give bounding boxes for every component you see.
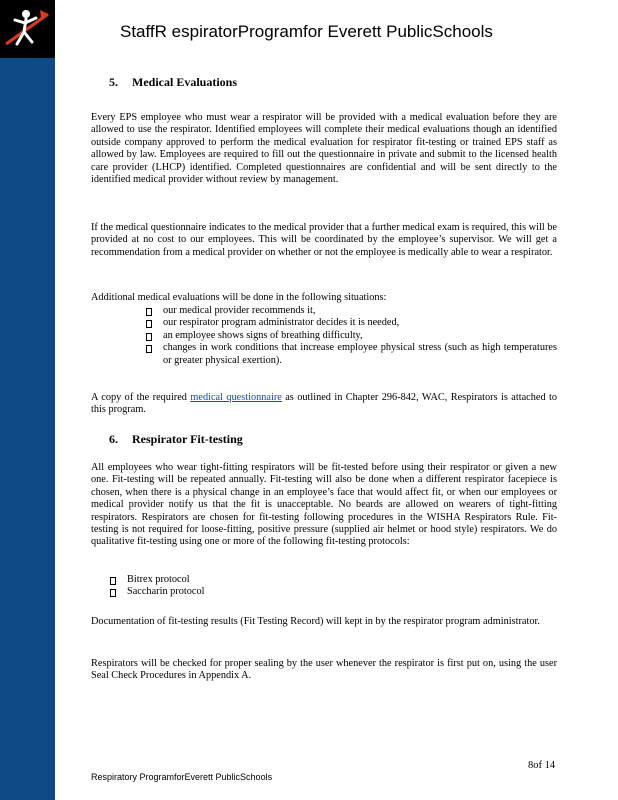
list-item: an employee shows signs of breathing difficulty, [145, 330, 557, 342]
list-item: our respirator program administrator decides it is needed, [145, 317, 557, 329]
section-title: Medical Evaluations [132, 75, 238, 89]
section-title: Respirator Fit-testing [132, 432, 243, 446]
section-number: 6. [109, 432, 118, 446]
list-item: Bitrex protocol [109, 574, 521, 586]
section-heading-6 [109, 433, 243, 445]
list-item: Saccharin protocol [109, 586, 521, 598]
paragraph [91, 392, 557, 417]
paragraph: Documentation of fit-testing results (Fit Testing Record) will kept in by the respirator program administrator. [91, 616, 540, 627]
paragraph-text: A copy of the required [91, 392, 191, 403]
paragraph: All employees who wear tight-fitting respirators will be fit-tested before using their respirator or given a new one. Fit-testing will be repeated annually. Fit-testing will also be done when a different respirator facepiece is chosen, when there is a physical change in an employee’s face that would affect fit, or when our employees or medical provider notify us that the fit is unacceptable. No beards are allowed on wearers of tight-fitting respirators. Respirators are chosen for fit-testing following procedures in the WISHA Respirators Rule. Fit-testing is not required for loose-fitting, positive pressure (supplied air helmet or hood style) respirators. We do qualitative fit-testing using one or more of the following fit-testing protocols: [91, 462, 557, 548]
paragraph: Additional medical evaluations will be done in the following situations: [91, 292, 387, 303]
page-number: 8of 14 [528, 760, 556, 771]
logo [0, 0, 55, 58]
paragraph-text: as outlined in Chapter 296-842, WAC, Respirators is attached to this program. [91, 392, 557, 416]
paragraph: Every EPS employee who must wear a respirator will be provided with a medical evaluation before they are allowed to use the respirator. Identified employees will complete their medical evaluations though an identified outside company approved to perform the medical evaluation for respirator fit-testing or trained EPS staff as allowed by law. Employees are required to fill out the questionnaire in private and submit to the licensed health care provider (LHCP) identified. Completed questionnaires are confidential and will be sent directly to the identified medical provider without review by management. [91, 112, 557, 186]
medical-questionnaire-link[interactable]: medical questionnaire [190, 392, 282, 403]
bullet-list [145, 305, 557, 367]
bullet-list [109, 574, 521, 599]
list-item: our medical provider recommends it, [145, 305, 557, 317]
logo-figure-icon [0, 0, 55, 58]
section-heading-5 [109, 76, 237, 88]
paragraph: If the medical questionnaire indicates to the medical provider that a further medical exam is required, this will be provided at no cost to our employees. This will be coordinated by the employee’s supervisor. We will get a recommendation from a medical provider on whether or not the employee is medically able to wear a respirator. [91, 222, 557, 258]
footer: Respiratory ProgramforEverett PublicSchools [91, 772, 273, 782]
side-bar [0, 0, 55, 800]
page-title: StaffR espiratorProgramfor Everett PublicSchools [120, 22, 493, 41]
paragraph: Respirators will be checked for proper sealing by the user whenever the respirator is first put on, using the user Seal Check Procedures in Appendix A. [91, 658, 557, 682]
section-number: 5. [109, 75, 118, 89]
list-item: changes in work conditions that increase employee physical stress (such as high temperatures or greater physical exertion). [145, 342, 557, 367]
